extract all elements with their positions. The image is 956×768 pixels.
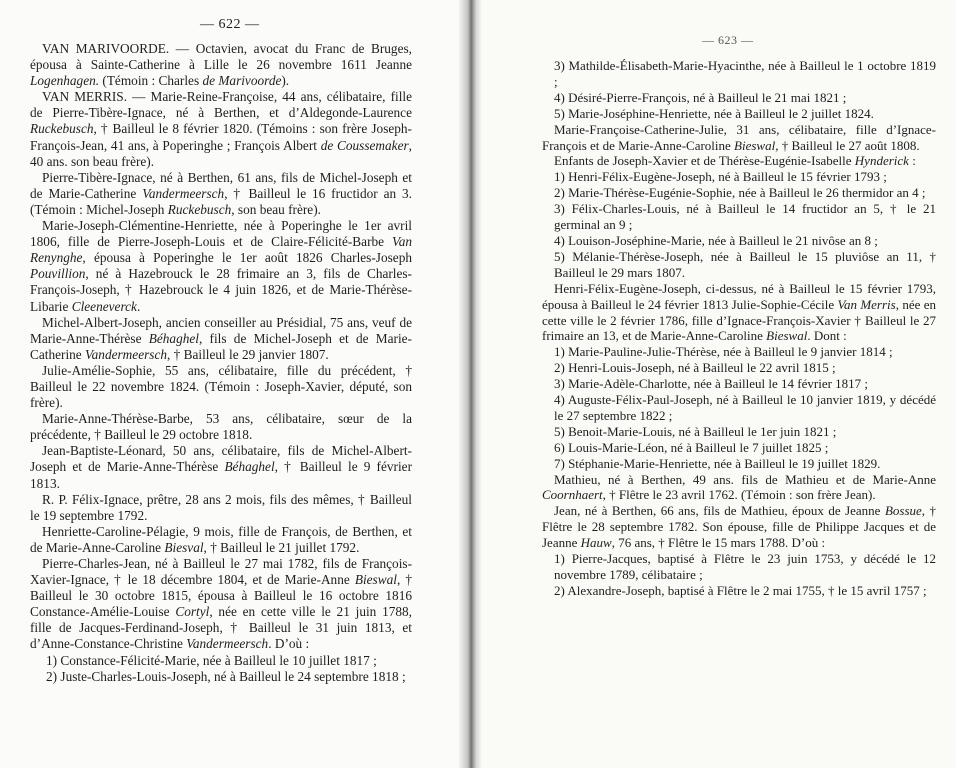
entry-text: , † Flêtre le 23 avril 1762. (Témoin : son frère Jean). — [602, 487, 876, 503]
entry-paragraph — [542, 472, 936, 504]
entry-text: , épousa à Poperinghe le 1er août 1826 Charles-Joseph — [82, 250, 412, 266]
list-item — [542, 185, 936, 201]
entry-text: , † Bailleul le 27 août 1808. — [775, 137, 920, 153]
entry-paragraph — [542, 503, 936, 551]
surname: Ruckebusch — [167, 201, 232, 217]
entry-text: 3) Mathilde-Élisabeth-Marie-Hyacinthe, née à Bailleul le 1 octobre 1819 ; — [554, 58, 936, 89]
entry-text: , † Bailleul le 16 fructidor an 3. (Témoin : Michel-Joseph — [30, 185, 412, 217]
entry-text: : — [908, 153, 916, 169]
entry-text: (Témoin : Charles — [99, 73, 203, 89]
entry-text: 4) Louison-Joséphine-Marie, née à Bailleul le 21 nivôse an 8 ; — [554, 232, 878, 248]
list-item — [542, 424, 936, 440]
surname: Bossue — [884, 503, 922, 519]
entry-text: . — [136, 298, 141, 314]
book-gutter — [458, 0, 482, 768]
entry-text: Pierre-Charles-Jean, né à Bailleul le 27 mai 1782, fils de François-Xavier-Ignace, † le 18 décembre 1804, et de Marie-Anne — [30, 556, 412, 588]
surname: Van Renynghe — [30, 234, 412, 266]
entry-text: 1) Marie-Pauline-Julie-Thérèse, née à Bailleul le 9 janvier 1814 ; — [554, 344, 893, 360]
surname: Cortyl — [175, 604, 210, 620]
entry-text: , † Bailleul le 29 janvier 1807. — [167, 346, 329, 362]
entry-text: Jean-Baptiste-Léonard, 50 ans, célibataire, fils de Michel-Albert-Joseph et de Marie-Anne-Thérèse — [30, 443, 412, 475]
entry-paragraph — [30, 89, 412, 169]
list-item — [542, 169, 936, 185]
entry-paragraph — [30, 443, 412, 491]
left-page-text — [30, 41, 412, 685]
list-item — [30, 669, 412, 685]
entry-paragraph — [542, 122, 936, 154]
surname: Béhaghel — [148, 330, 199, 346]
entry-text: 3) Félix-Charles-Louis, né à Bailleul le 14 fructidor an 5, † le 21 germinal an 9 ; — [554, 201, 936, 233]
list-item — [542, 392, 936, 424]
list-item — [542, 456, 936, 472]
entry-text: 2) Henri-Louis-Joseph, né à Bailleul le 22 avril 1815 ; — [554, 360, 836, 376]
entry-paragraph — [30, 556, 412, 653]
entry-text: Henriette-Caroline-Pélagie, 9 mois, fille de François, de Berthen, et de Marie-Anne-Caroline — [30, 523, 412, 555]
entry-text: 3) Marie-Adèle-Charlotte, née à Bailleul le 14 février 1817 ; — [554, 376, 869, 392]
list-item — [542, 106, 936, 122]
entry-text: . D’où : — [268, 636, 310, 652]
surname: Vandermeersch — [142, 185, 225, 201]
entry-text: , 76 ans, † Flêtre le 15 mars 1788. D’où : — [611, 535, 826, 551]
entry-text: Henri-Félix-Eugène-Joseph, ci-dessus, né à Bailleul le 15 février 1793, épousa à Bailleul le 24 février 1813 Julie-Sophie-Cécile — [542, 280, 936, 312]
entry-text: , 40 ans. son beau frère). — [30, 137, 412, 169]
entry-text: , née en cette ville le 21 juin 1788, fille de Jacques-Ferdinand-Joseph, † Bailleul le 31 juin 1813, et d’Anne-Constance-Christine — [30, 604, 412, 652]
entry-text: . Dont : — [807, 328, 847, 344]
entry-text: Julie-Amélie-Sophie, 55 ans, célibataire, fille du précédent, † Bailleul le 22 novembre 1824. (Témoin : Joseph-Xavier, député, son frère). — [30, 362, 412, 411]
entry-text: R. P. Félix-Ignace, prêtre, 28 ans 2 mois, fils des mêmes, † Bailleul le 19 septembre 1792. — [30, 491, 412, 523]
surname: Vandermeersch — [85, 346, 167, 362]
entry-text: 4) Désiré-Pierre-François, né à Bailleul le 21 mai 1821 ; — [554, 89, 847, 105]
entry-text: 5) Benoit-Marie-Louis, né à Bailleul le 1er juin 1821 ; — [554, 423, 837, 439]
entry-paragraph — [542, 281, 936, 345]
surname: Cleeneverck — [71, 298, 137, 314]
entry-text: , † Bailleul le 9 février 1813. — [30, 459, 412, 491]
entry-text: 6) Louis-Marie-Léon, né à Bailleul le 7 juillet 1825 ; — [554, 439, 829, 455]
list-item — [542, 233, 936, 249]
entry-paragraph — [30, 492, 412, 524]
right-page-text — [542, 58, 936, 599]
entry-text: 7) Stéphanie-Marie-Henriette, née à Bailleul le 19 juillet 1829. — [554, 455, 881, 471]
entry-text: 2) Marie-Thérèse-Eugénie-Sophie, née à Bailleul le 26 thermidor an 4 ; — [554, 185, 926, 201]
entry-text: , † Bailleul le 21 juillet 1792. — [203, 539, 360, 555]
surname: de Coussemaker — [320, 137, 409, 153]
entry-text: , né à Hazebrouck le 28 frimaire an 3, fils de Charles-François-Joseph, † Hazebrouck le 4 juin 1826, et de Marie-Thérèse-Libarie — [30, 266, 412, 314]
entry-text: Marie-Anne-Thérèse-Barbe, 53 ans, célibataire, sœur de la précédente, † Bailleul le 29 octobre 1818. — [30, 411, 412, 443]
entry-text: Mathieu, né à Berthen, 49 ans. fils de Mathieu et de Marie-Anne — [554, 471, 936, 487]
page-number-left: — 622 — — [200, 17, 260, 32]
surname: Bieswal — [734, 137, 776, 153]
entry-text: , fils de Michel-Joseph et de Marie-Catherine — [30, 330, 412, 362]
surname: Vandermeersch — [186, 636, 269, 652]
entry-paragraph — [30, 41, 412, 89]
list-item — [542, 201, 936, 233]
list-item — [542, 90, 936, 106]
list-item — [30, 653, 412, 669]
entry-text: 5) Mélanie-Thérèse-Joseph, née à Bailleul le 15 pluviôse an 11, † Bailleul le 29 mars 1807. — [554, 248, 936, 280]
surname: Biesval — [164, 539, 204, 555]
entry-text: 2) Juste-Charles-Louis-Joseph, né à Bailleul le 24 septembre 1818 ; — [46, 668, 406, 684]
surname: Béhaghel — [224, 459, 275, 475]
entry-text: Marie-Françoise-Catherine-Julie, 31 ans, célibataire, fille d’Ignace-François et de Marie-Anne-Caroline — [542, 121, 936, 153]
entry-text: Marie-Joseph-Clémentine-Henriette, née à Poperinghe le 1er avril 1806, fille de Pierre-Joseph-Louis et de Claire-Félicité-Barbe — [30, 218, 412, 250]
entry-text: 4) Auguste-Félix-Paul-Joseph, né à Bailleul le 10 janvier 1819, y décédé le 27 septembre 1822 ; — [554, 392, 936, 423]
entry-paragraph — [30, 524, 412, 556]
entry-text: , † Bailleul le 8 février 1820. (Témoins : son frère Joseph-François-Jean, 41 ans, à Poperinghe ; François Albert — [30, 121, 412, 153]
list-item — [542, 583, 936, 599]
surname: Pouvillion — [30, 266, 86, 282]
entry-text: , son beau frère). — [231, 201, 321, 217]
entry-text: VAN MERRIS. — Marie-Reine-Françoise, 44 ans, célibataire, fille de Pierre-Tibère-Ignace, né à Berthen, et d’Aldegonde-Laurence — [30, 89, 412, 121]
list-item — [542, 344, 936, 360]
page-number-right: — 623 — — [702, 33, 754, 47]
list-item — [542, 376, 936, 392]
surname: Bieswal — [766, 328, 808, 344]
surname: Van Merris — [837, 296, 896, 312]
entry-text: Enfants de Joseph-Xavier et de Thérèse-Eugénie-Isabelle — [554, 153, 855, 169]
list-item — [542, 440, 936, 456]
entry-paragraph — [30, 170, 412, 218]
entry-paragraph — [30, 411, 412, 443]
surname: Hynderick — [854, 153, 909, 169]
list-item — [542, 249, 936, 281]
entry-text: 2) Alexandre-Joseph, baptisé à Flêtre le 2 mai 1755, † le 15 avril 1757 ; — [554, 582, 927, 598]
entry-paragraph — [30, 363, 412, 411]
surname: Logenhagen. — [30, 73, 100, 89]
surname: Bieswal — [354, 572, 397, 588]
surname: Ruckebusch — [30, 121, 94, 137]
surname: Coornhaert — [542, 487, 603, 503]
entry-paragraph — [30, 315, 412, 363]
entry-text: 5) Marie-Joséphine-Henriette, née à Bailleul le 2 juillet 1824. — [554, 105, 874, 121]
entry-text: , † Bailleul le 30 octobre 1815, épousa à Bailleul le 16 octobre 1816 Constance-Amélie-Louise — [30, 572, 412, 620]
list-item — [542, 551, 936, 583]
entry-text: 1) Constance-Félicité-Marie, née à Bailleul le 10 juillet 1817 ; — [46, 652, 377, 668]
surname: de Marivoorde — [202, 73, 282, 89]
entry-text: Jean, né à Berthen, 66 ans, fils de Mathieu, époux de Jeanne — [554, 503, 885, 519]
surname: Hauw — [580, 535, 612, 551]
left-page — [0, 0, 468, 768]
list-item — [542, 58, 936, 90]
entry-text: 1) Pierre-Jacques, baptisé à Flêtre le 23 juin 1753, y décédé le 12 novembre 1789, célibataire ; — [554, 551, 936, 582]
entry-text: ). — [281, 73, 290, 89]
entry-text: Pierre-Tibère-Ignace, né à Berthen, 61 ans, fils de Michel-Joseph et de Marie-Catherine — [30, 169, 412, 201]
right-page — [474, 0, 956, 768]
entry-text: VAN MARIVOORDE. — Octavien, avocat du Franc de Bruges, épousa à Sainte-Catherine à Lille le 26 novembre 1611 Jeanne — [30, 41, 412, 73]
entry-text: , † Flêtre le 28 septembre 1782. Son épouse, fille de Philippe Jacques et de Jeanne — [542, 503, 937, 551]
entry-text: , née en cette ville le 2 février 1786, fille d’Ignace-François-Xavier † Bailleul le 27 frimaire an 13, et de Marie-Anne-Caroline — [542, 296, 937, 344]
entry-text: Michel-Albert-Joseph, ancien conseiller au Présidial, 75 ans, veuf de Marie-Anne-Thérèse — [30, 314, 412, 346]
entry-paragraph — [542, 153, 936, 169]
entry-text: 1) Henri-Félix-Eugène-Joseph, né à Bailleul le 15 février 1793 ; — [554, 169, 887, 185]
list-item — [542, 360, 936, 376]
entry-paragraph — [30, 218, 412, 315]
